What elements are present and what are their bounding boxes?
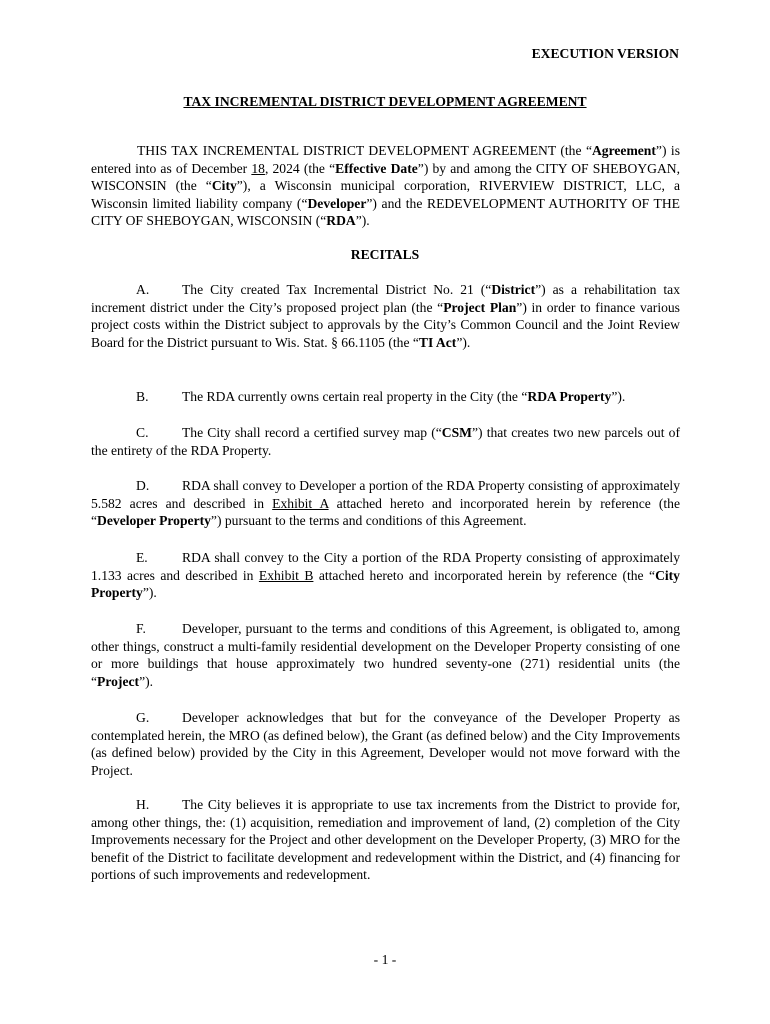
document-title: TAX INCREMENTAL DISTRICT DEVELOPMENT AGREEMENT [183, 94, 587, 109]
defined-term-rda: RDA [326, 213, 356, 229]
defined-term-city: City [211, 178, 237, 194]
execution-version-label: EXECUTION VERSION [531, 46, 679, 61]
exhibit-a-reference: Exhibit A [272, 495, 329, 511]
recital-letter: G. [136, 710, 150, 725]
page-number: - 1 - [373, 952, 397, 967]
agreement-day: 18 [251, 160, 265, 176]
recital-c: C. The City shall record a certified survey map (“CSM”) that creates two new parcels out of the entirety of the RDA Property. [91, 425, 680, 458]
recital-letter: D. [136, 478, 150, 493]
recital-a: A. The City created Tax Incremental District No. 21 (“District”) as a rehabilitation tax increment district under the City’s proposed project plan (the “Project Plan”) in order to finance various project costs within the District subject to approvals by the City’s Common Council and the Joint Review Board for the District pursuant to Wis. Stat. § 66.1105 (the “TI Act”). [91, 282, 680, 350]
intro-paragraph: THIS TAX INCREMENTAL DISTRICT DEVELOPMENT AGREEMENT (the “Agreement”) is entered into as of December 18, 2024 (the “Effective Date”) by and among the CITY OF SHEBOYGAN, WISCONSIN (the “City”), a Wisconsin municipal corporation, RIVERVIEW DISTRICT, LLC, a Wisconsin limited liability company (“Developer”) and the REDEVELOPMENT AUTHORITY OF THE CITY OF SHEBOYGAN, WISCONSIN (“RDA”). [91, 143, 680, 229]
recital-f: F. Developer, pursuant to the terms and conditions of this Agreement, is obligated to, among other things, construct a multi-family residential development on the Developer Property consisting of one or more buildings that house approximately two hundred seventy-one (271) residential units (the “Project”). [91, 621, 680, 689]
defined-term-effective-date: Effective Date [335, 160, 418, 176]
defined-term-agreement: Agreement [591, 143, 656, 158]
recital-letter: A. [136, 282, 150, 297]
recitals-heading: RECITALS [350, 247, 420, 262]
recital-h: H. The City believes it is appropriate to use tax increments from the District to provide for, among other things, the: (1) acquisition, remediation and improvement of land, (2) completion of the City Improvements necessary for the Project and other development on the Developer Property, (3) MRO for the benefit of the District to facilitate development and redevelopment within the District, and (4) financing for portions of such improvements and redevelopment. [91, 797, 680, 883]
recital-letter: F. [136, 621, 146, 636]
recital-letter: C. [136, 425, 149, 440]
recital-d: D. RDA shall convey to Developer a portion of the RDA Property consisting of approximately 5.582 acres and described in Exhibit A attached hereto and incorporated herein by reference (the “Developer Property”) pursuant to the terms and conditions of this Agreement. [91, 478, 680, 529]
recital-b: B. The RDA currently owns certain real property in the City (the “RDA Property”). [136, 389, 626, 404]
defined-term-developer: Developer [307, 195, 367, 211]
recital-g: G. Developer acknowledges that but for the conveyance of the Developer Property as contemplated herein, the MRO (as defined below), the Grant (as defined below) and the City Improvements (as defined below) provided by the City in this Agreement, Developer would not move forward with the Project. [91, 710, 680, 778]
exhibit-b-reference: Exhibit B [258, 567, 314, 583]
recital-e: E. RDA shall convey to the City a portion of the RDA Property consisting of approximately 1.133 acres and described in Exhibit B attached hereto and incorporated herein by reference (the “City Property”). [91, 550, 680, 601]
recital-letter: H. [136, 797, 150, 812]
recital-letter: E. [136, 550, 148, 565]
recital-letter: B. [136, 389, 149, 404]
